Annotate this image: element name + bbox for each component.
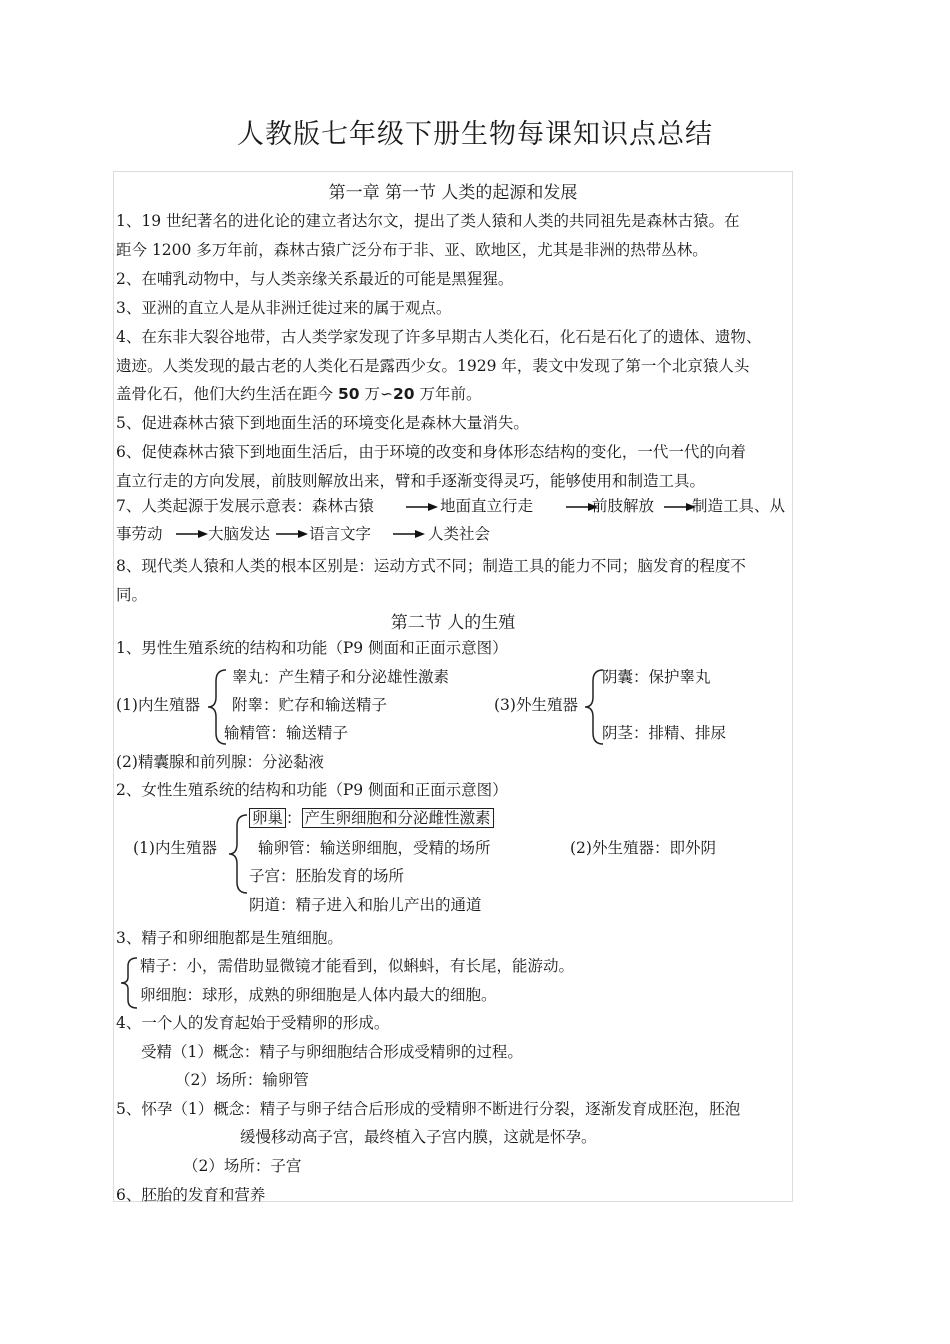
arrow-right-icon — [406, 502, 438, 512]
s2-p4: 4、一个人的发育起始于受精卵的形成。 — [116, 1014, 390, 1032]
section1-heading: 第一章 第一节 人类的起源和发展 — [328, 183, 578, 203]
arrow-right-icon — [176, 529, 208, 539]
s1-p7-step5: 大脑发达 — [208, 525, 271, 543]
arrow-right-icon — [393, 529, 425, 539]
p4-text-e: 万年前。 — [414, 385, 482, 403]
s1-p2: 2、在哺乳动物中，与人类亲缘关系最近的可能是黑猩猩。 — [116, 270, 514, 288]
p4-text-c: 万∽ — [359, 385, 393, 403]
female-external: (2)外生殖器：即外阴 — [570, 839, 716, 857]
egg-desc: 卵细胞：球形，成熟的卵细胞是人体内最大的细胞。 — [140, 986, 497, 1004]
female-oviduct: 输卵管：输送卵细胞，受精的场所 — [258, 839, 491, 857]
p4-num-50: 50 — [337, 385, 360, 403]
female-uterus: 子宫：胚胎发育的场所 — [249, 867, 405, 885]
sperm-desc: 精子：小，需借助显微镜才能看到，似蝌蚪，有长尾，能游动。 — [140, 957, 575, 975]
s1-p7-step4: 制造工具、从 — [692, 497, 786, 515]
male-testis: 睾丸：产生精子和分泌雄性激素 — [232, 668, 450, 686]
p4-num-20: 20 — [392, 385, 415, 403]
female-ovary-line — [249, 806, 494, 828]
s1-p8-line1: 8、现代类人猿和人类的根本区别是：运动方式不同；制造工具的能力不同；脑发育的程度不 — [116, 557, 746, 575]
s1-p3: 3、亚洲的直立人是从非洲迁徙过来的属于观点。 — [116, 299, 452, 317]
s1-p6-line2: 直立行走的方向发展，前肢则解放出来，臂和手逐渐变得灵巧，能够使用和制造工具。 — [116, 472, 706, 490]
female-vagina: 阴道：精子进入和胎儿产出的通道 — [249, 896, 482, 914]
s1-p7-step7: 人类社会 — [428, 525, 491, 543]
male-glands: (2)精囊腺和前列腺：分泌黏液 — [116, 753, 324, 771]
pregnancy-concept: 5、怀孕（1）概念：精子与卵子结合后形成的受精卵不断进行分裂，逐渐发育成胚泡，胚泡 — [116, 1100, 741, 1118]
female-ovary-func-box: 产生卵细胞和分泌雌性激素 — [302, 808, 494, 828]
document-title: 人教版七年级下册生物每课知识点总结 — [237, 119, 713, 150]
s1-p7-step4b: 事劳动 — [116, 525, 163, 543]
s1-p8-line2: 同。 — [116, 586, 148, 604]
male-penis: 阴茎：排精、排尿 — [602, 724, 727, 742]
s2-p6: 6、胚胎的发育和营养 — [116, 1186, 266, 1204]
section2-heading: 第二节 人的生殖 — [390, 613, 516, 633]
s1-p6-line1: 6、促使森林古猿下到地面生活后，由于环境的改变和身体形态结构的变化，一代一代的向着 — [116, 443, 746, 461]
arrow-right-icon — [276, 529, 308, 539]
s1-p5: 5、促进森林古猿下到地面生活的环境变化是森林大量消失。 — [116, 414, 529, 432]
s1-p4-line2: 遗迹。人类发现的最古老的人类化石是露西少女。1929 年，裴文中发现了第一个北京猿人头 — [116, 357, 750, 375]
male-vas-deferens: 输精管：输送精子 — [224, 724, 349, 742]
s1-p7-step2: 地面直立行走 — [440, 497, 534, 515]
s1-p4-line3 — [116, 382, 481, 404]
s2-p3: 3、精子和卵细胞都是生殖细胞。 — [116, 929, 343, 947]
s1-p7-step6: 语言文字 — [309, 525, 372, 543]
male-epididymis: 附睾：贮存和输送精子 — [232, 696, 388, 714]
s1-p7-step3: 前肢解放 — [592, 497, 655, 515]
male-scrotum: 阴囊：保护睾丸 — [602, 668, 711, 686]
s2-male-title: 1、男性生殖系统的结构和功能（P9 侧面和正面示意图） — [116, 639, 508, 657]
s2-female-title: 2、女性生殖系统的结构和功能（P9 侧面和正面示意图） — [116, 781, 508, 799]
pregnancy-concept-cont: 缓慢移动高子宫，最终植入子宫内膜，这就是怀孕。 — [240, 1128, 597, 1146]
left-brace-icon — [226, 812, 248, 896]
left-brace-icon — [582, 667, 604, 747]
female-ovary-sep: ： — [286, 809, 302, 827]
male-internal-label: (1)内生殖器 — [116, 696, 200, 714]
female-ovary-box: 卵巢 — [249, 808, 286, 828]
fertilization-place: （2）场所：输卵管 — [175, 1071, 309, 1089]
s1-p1-line1: 1、19 世纪著名的进化论的建立者达尔文，提出了类人猿和人类的共同祖先是森林古猿。在 — [116, 212, 740, 230]
p4-text-a: 盖骨化石，他们大约生活在距今 — [116, 385, 338, 403]
fertilization-concept: 受精（1）概念：精子与卵细胞结合形成受精卵的过程。 — [141, 1043, 523, 1061]
s1-p1-line2: 距今 1200 多万年前，森林古猿广泛分布于非、亚、欧地区，尤其是非洲的热带丛林。 — [116, 241, 708, 259]
pregnancy-place: （2）场所：子宫 — [183, 1157, 302, 1175]
s1-p4-line1: 4、在东非大裂谷地带，古人类学家发现了许多早期古人类化石，化石是石化了的遗体、遗物、 — [116, 328, 762, 346]
s1-p7-intro: 7、人类起源于发展示意表：森林古猿 — [116, 497, 374, 515]
female-internal-label: (1)内生殖器 — [133, 839, 217, 857]
male-external-label: (3)外生殖器 — [494, 696, 578, 714]
left-brace-icon — [118, 955, 138, 1011]
